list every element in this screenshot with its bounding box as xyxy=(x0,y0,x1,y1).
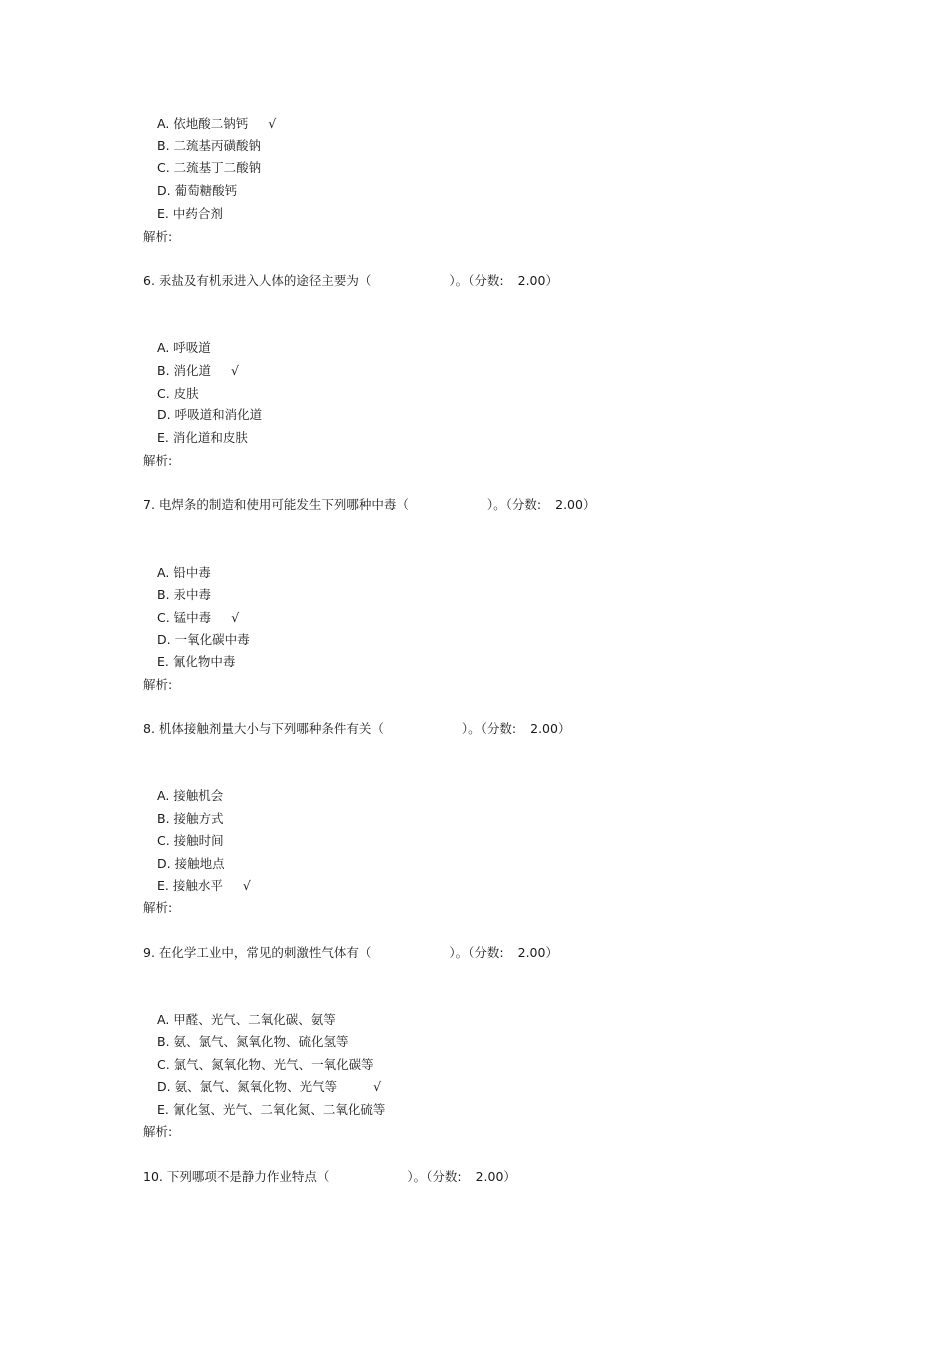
correct-check-mark: √ xyxy=(231,363,239,378)
question-10-stem xyxy=(143,1169,516,1185)
correct-check-mark: √ xyxy=(242,878,251,893)
question-7-stem xyxy=(143,497,595,513)
option-q6-d: D. 呼吸道和消化道 xyxy=(157,407,263,422)
option-q5-c: C. 二巯基丁二酸钠 xyxy=(157,160,262,175)
correct-check-mark: √ xyxy=(268,116,277,131)
option-q7-b: B. 汞中毒 xyxy=(157,587,212,602)
option-q7-d: D. 一氧化碳中毒 xyxy=(157,632,250,647)
question-6-stem xyxy=(143,273,558,289)
question-text: 9. 在化学工业中，常见的刺激性气体有（ xyxy=(143,945,372,960)
analysis-label-q7: 解析: xyxy=(143,677,173,692)
option-text: B. 消化道 xyxy=(157,363,212,378)
option-q6-e: E. 消化道和皮肤 xyxy=(157,430,248,445)
option-q8-c: C. 接触时间 xyxy=(157,833,224,848)
score-value: 2.00 xyxy=(517,273,546,288)
option-q5-a xyxy=(157,116,276,132)
score-prefix: ）。（分数: xyxy=(486,497,542,512)
question-text: 8. 机体接触剂量大小与下列哪种条件有关（ xyxy=(143,721,384,736)
option-q6-c: C. 皮肤 xyxy=(157,386,199,401)
option-text: A. 依地酸二钠钙 xyxy=(157,116,249,131)
option-q9-e: E. 氰化氢、光气、二氧化氮、二氧化硫等 xyxy=(157,1102,386,1117)
question-8-stem xyxy=(143,721,570,737)
option-q9-d xyxy=(157,1079,381,1095)
score-close: ） xyxy=(545,945,558,960)
option-q5-e: E. 中药合剂 xyxy=(157,206,223,221)
score-value: 2.00 xyxy=(555,497,583,512)
question-text: 7. 电焊条的制造和使用可能发生下列哪种中毒（ xyxy=(143,497,409,512)
analysis-label-q6: 解析: xyxy=(143,453,173,468)
analysis-label-q9: 解析: xyxy=(143,1124,173,1139)
option-text: C. 锰中毒 xyxy=(157,610,212,625)
option-q9-c: C. 氯气、氮氧化物、光气、一氧化碳等 xyxy=(157,1057,374,1072)
option-q6-a: A. 呼吸道 xyxy=(157,340,211,355)
score-prefix: ）。（分数: xyxy=(407,1169,462,1184)
score-value: 2.00 xyxy=(517,945,546,960)
option-q9-b: B. 氨、氯气、氮氧化物、硫化氢等 xyxy=(157,1034,349,1049)
score-prefix: ）。（分数: xyxy=(449,945,504,960)
option-q5-b: B. 二巯基丙磺酸钠 xyxy=(157,138,262,153)
option-q7-c xyxy=(157,610,239,626)
option-text: E. 接触水平 xyxy=(157,878,223,893)
score-close: ） xyxy=(503,1169,516,1184)
option-q9-a: A. 甲醛、光气、二氧化碳、氨等 xyxy=(157,1012,336,1027)
score-prefix: ）。（分数: xyxy=(449,273,504,288)
option-text: D. 氨、氯气、氮氧化物、光气等 xyxy=(157,1079,338,1094)
score-close: ） xyxy=(582,497,596,512)
option-q8-d: D. 接触地点 xyxy=(157,856,225,871)
option-q5-d: D. 葡萄糖酸钙 xyxy=(157,183,238,198)
analysis-label-q5: 解析: xyxy=(143,229,173,244)
score-value: 2.00 xyxy=(475,1169,504,1184)
question-text: 10. 下列哪项不是静力作业特点（ xyxy=(143,1169,330,1184)
correct-check-mark: √ xyxy=(231,610,240,625)
score-close: ） xyxy=(557,721,571,736)
score-value: 2.00 xyxy=(530,721,558,736)
analysis-label-q8: 解析: xyxy=(143,900,173,915)
option-q8-a: A. 接触机会 xyxy=(157,788,224,803)
option-q8-e xyxy=(157,878,251,894)
correct-check-mark: √ xyxy=(373,1079,382,1094)
option-q6-b xyxy=(157,363,239,379)
score-close: ） xyxy=(545,273,558,288)
score-prefix: ）。（分数: xyxy=(461,721,517,736)
option-q7-a: A. 铅中毒 xyxy=(157,565,211,580)
option-q8-b: B. 接触方式 xyxy=(157,811,224,826)
question-9-stem xyxy=(143,945,558,961)
option-q7-e: E. 氰化物中毒 xyxy=(157,654,236,669)
question-text: 6. 汞盐及有机汞进入人体的途径主要为（ xyxy=(143,273,372,288)
